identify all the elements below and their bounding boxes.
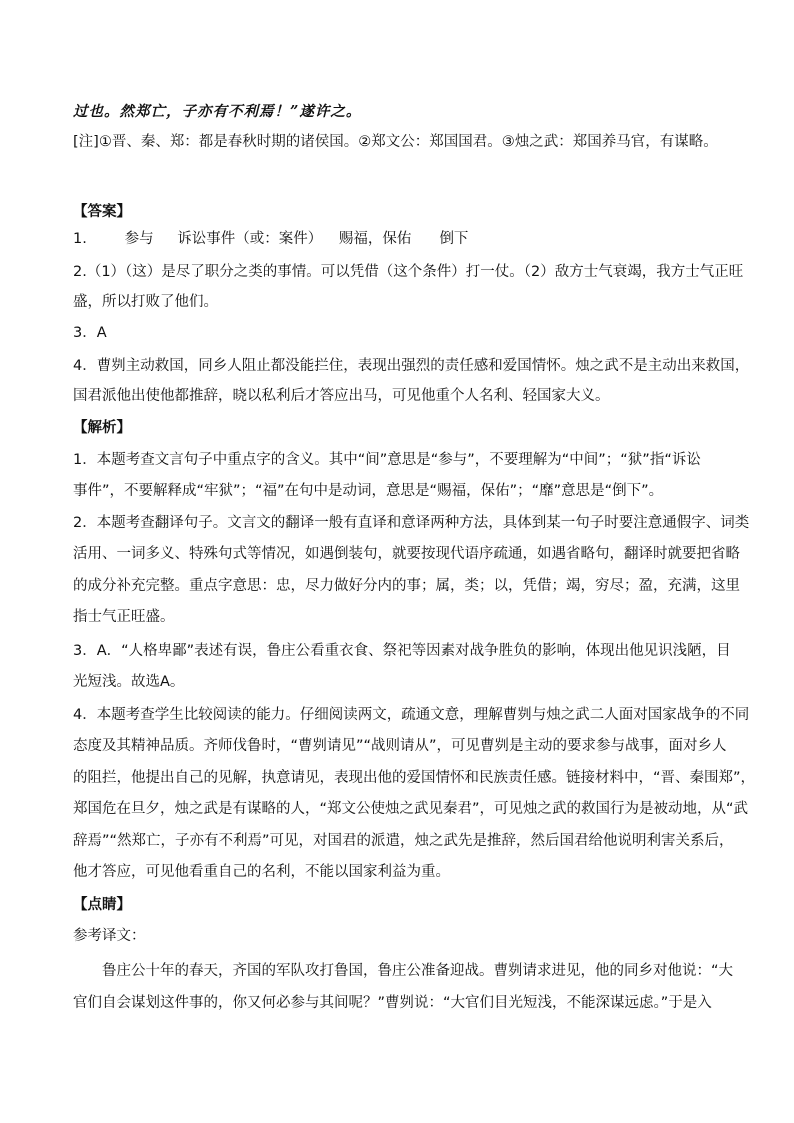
dianjing-heading: 【点睛】 bbox=[73, 897, 131, 913]
answer-2-line: 2.（1）（这）是尽了职分之类的事情。可以凭借（这个条件）打一仗。（2）敌方士气衰竭，我方士气正旺 bbox=[73, 264, 744, 280]
analysis-2-line: 的成分补充完整。重点字意思：忠，尽力做好分内的事；属，类；以，凭借；竭，穷尽；盈，充满，这里 bbox=[73, 578, 740, 594]
answer-1-item-3: 赐福，保佑 bbox=[338, 231, 412, 247]
analysis-1-line: 1．本题考查文言句子中重点字的含义。其中“间”意思是“参与”，不要理解为“中间”；“狱”指“诉讼 bbox=[73, 452, 701, 468]
answer-2-line: 盛，所以打败了他们。 bbox=[73, 294, 218, 310]
analysis-3-line: 光短浅。故选A。 bbox=[73, 674, 185, 690]
annotation-note: [注]①晋、秦、郑：都是春秋时期的诸侯国。②郑文公：郑国国君。③烛之武：郑国养马官，有谋略。 bbox=[73, 134, 718, 150]
translation-line: 鲁庄公十年的春天，齐国的军队攻打鲁国，鲁庄公准备迎战。曹刿请求进见，他的同乡对他说：“大 bbox=[102, 963, 734, 979]
answer-1-number: 1. bbox=[73, 231, 87, 247]
answer-1-item-1: 参与 bbox=[124, 231, 154, 247]
answer-4-line: 国君派他出使他都推辞，晓以私利后才答应出马，可见他重个人名利、轻国家大义。 bbox=[73, 388, 610, 404]
analysis-4-line: 他才答应，可见他看重自己的名利，不能以国家利益为重。 bbox=[73, 864, 450, 880]
answer-4-line: 4．曹刿主动救国，同乡人阻止都没能拦住，表现出强烈的责任感和爱国情怀。烛之武不是主动出来救国， bbox=[73, 358, 750, 374]
analysis-2-line: 指士气正旺盛。 bbox=[73, 609, 175, 625]
analysis-4-line: 态度及其精神品质。齐师伐鲁时，“曹刿请见”“战则请从”，可见曹刿是主动的要求参与战事，面对乡人 bbox=[73, 738, 727, 754]
reference-label: 参考译文： bbox=[73, 928, 146, 944]
analysis-2-line: 2．本题考查翻译句子。文言文的翻译一般有直译和意译两种方法，具体到某一句子时要注意通假字、词类 bbox=[73, 515, 750, 531]
translation-line: 官们自会谋划这件事的，你又何必参与其间呢？”曹刿说：“大官们目光短浅，不能深谋远虑。”于是入 bbox=[73, 995, 712, 1011]
passage-tail: 过也。然郑亡，子亦有不利焉！”遂许之。 bbox=[73, 103, 362, 120]
answer-heading: 【答案】 bbox=[73, 204, 131, 220]
answer-1 bbox=[73, 229, 723, 249]
analysis-2-line: 活用、一词多义、特殊句式等情况，如遇倒装句，就要按现代语序疏通，如遇省略句，翻译时就要把省略 bbox=[73, 546, 740, 562]
analysis-4-line: 的阻拦，他提出自己的见解，执意请见，表现出他的爱国情怀和民族责任感。链接材料中，“晋、秦围郑”， bbox=[73, 770, 756, 786]
answer-1-item-4: 倒下 bbox=[439, 231, 469, 247]
analysis-4-line: 4．本题考查学生比较阅读的能力。仔细阅读两文，疏通文意，理解曹刿与烛之武二人面对国家战争的不同 bbox=[73, 707, 750, 723]
analysis-4-line: 郑国危在旦夕，烛之武是有谋略的人，“郑文公使烛之武见秦君”，可见烛之武的救国行为是被动地，从“武 bbox=[73, 801, 749, 817]
analysis-1-line: 事件”，不要解释成“牢狱”；“福”在句中是动词，意思是“赐福，保佑”；“靡”意思是“倒下”。 bbox=[73, 483, 664, 499]
analysis-3-line: 3．A．“人格卑鄙”表述有误，鲁庄公看重衣食、祭祀等因素对战争胜负的影响，体现出他见识浅陋，目 bbox=[73, 643, 731, 659]
answer-3: 3．A bbox=[73, 325, 107, 341]
answer-1-item-2: 诉讼事件（或：案件） bbox=[177, 231, 323, 247]
analysis-4-line: 辞焉”“然郑亡，子亦有不利焉”可见，对国君的派遣，烛之武先是推辞，然后国君给他说明利害关系后， bbox=[73, 833, 734, 849]
analysis-heading: 【解析】 bbox=[73, 420, 131, 436]
